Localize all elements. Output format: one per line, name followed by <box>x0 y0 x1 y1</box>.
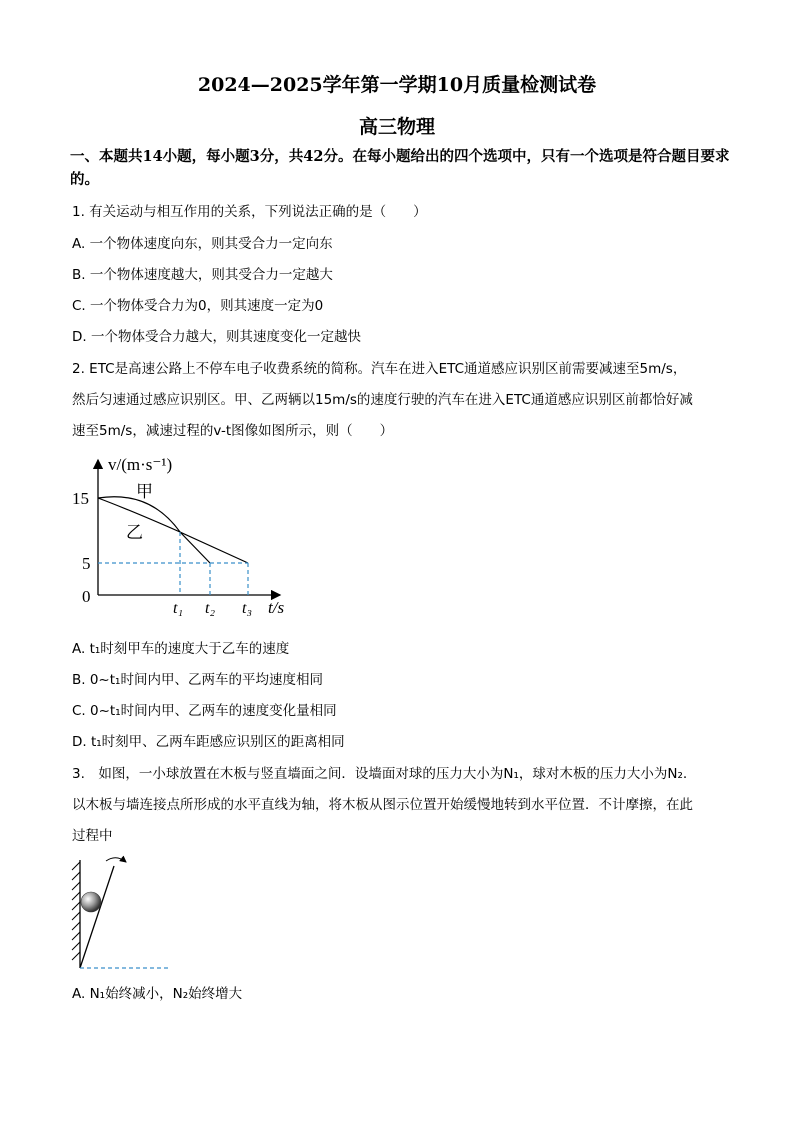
wall-hatching <box>72 862 80 960</box>
section-heading: 一、本题共14小题，每小题3分，共42分。在每小题给出的四个选项中，只有一个选项是符合题目要求的。 <box>70 148 730 188</box>
q2-option-d: D. t₁时刻甲、乙两车距感应识别区的距离相同 <box>72 734 345 750</box>
q1-option-b: B. 一个物体速度越大，则其受合力一定越大 <box>72 267 333 283</box>
label-yi: 乙 <box>126 523 143 542</box>
q3-option-a: A. N₁始终减小，N₂始终增大 <box>72 986 243 1002</box>
q3-stem-line-3: 过程中 <box>72 828 113 844</box>
q1-option-c: C. 一个物体受合力为0，则其速度一定为0 <box>72 298 324 314</box>
y-tick-5: 5 <box>82 554 91 573</box>
exam-title: 2024—2025学年第一学期10月质量检测试卷 <box>197 74 597 96</box>
y-tick-0: 0 <box>82 587 91 606</box>
vt-graph <box>70 450 310 625</box>
q1-option-a: A. 一个物体速度向东，则其受合力一定向东 <box>72 236 333 252</box>
rotation-arrow <box>106 858 126 862</box>
q2-option-c: C. 0~t₁时间内甲、乙两车的速度变化量相同 <box>72 703 337 719</box>
q3-stem-line-1: 3. 如图，一小球放置在木板与竖直墙面之间．设墙面对球的压力大小为N₁，球对木板的压力大小为N₂. <box>72 766 688 782</box>
wall-board-figure <box>68 852 178 972</box>
x-tick-t1: t₁ <box>173 600 184 617</box>
y-tick-15: 15 <box>72 489 89 508</box>
label-jia: 甲 <box>136 482 153 501</box>
board <box>80 866 114 968</box>
q2-stem-line-3: 速至5m/s，减速过程的v-t图像如图所示，则（ ） <box>72 423 394 439</box>
exam-subtitle: 高三物理 <box>358 116 435 138</box>
q2-option-a: A. t₁时刻甲车的速度大于乙车的速度 <box>72 641 290 657</box>
q1-option-d: D. 一个物体受合力越大，则其速度变化一定越快 <box>72 329 361 345</box>
q2-option-b: B. 0~t₁时间内甲、乙两车的平均速度相同 <box>72 672 323 688</box>
q1-stem: 1. 有关运动与相互作用的关系，下列说法正确的是（ ） <box>72 204 427 220</box>
x-axis-label: t/s <box>268 598 285 617</box>
y-axis-label: v/(m·s⁻¹) <box>108 455 173 474</box>
q3-stem-line-2: 以木板与墙连接点所形成的水平直线为轴，将木板从图示位置开始缓慢地转到水平位置．不计摩擦，在此 <box>72 797 693 813</box>
x-tick-t2: t₂ <box>205 600 216 617</box>
x-tick-t3: t₃ <box>242 600 253 617</box>
q2-stem-line-1: 2. ETC是高速公路上不停车电子收费系统的简称。汽车在进入ETC通道感应识别区前需要减速至5m/s， <box>72 361 687 377</box>
q2-stem-line-2: 然后匀速通过感应识别区。甲、乙两辆以15m/s的速度行驶的汽车在进入ETC通道感应识别区前都恰好减 <box>72 392 693 408</box>
ball <box>81 892 101 912</box>
